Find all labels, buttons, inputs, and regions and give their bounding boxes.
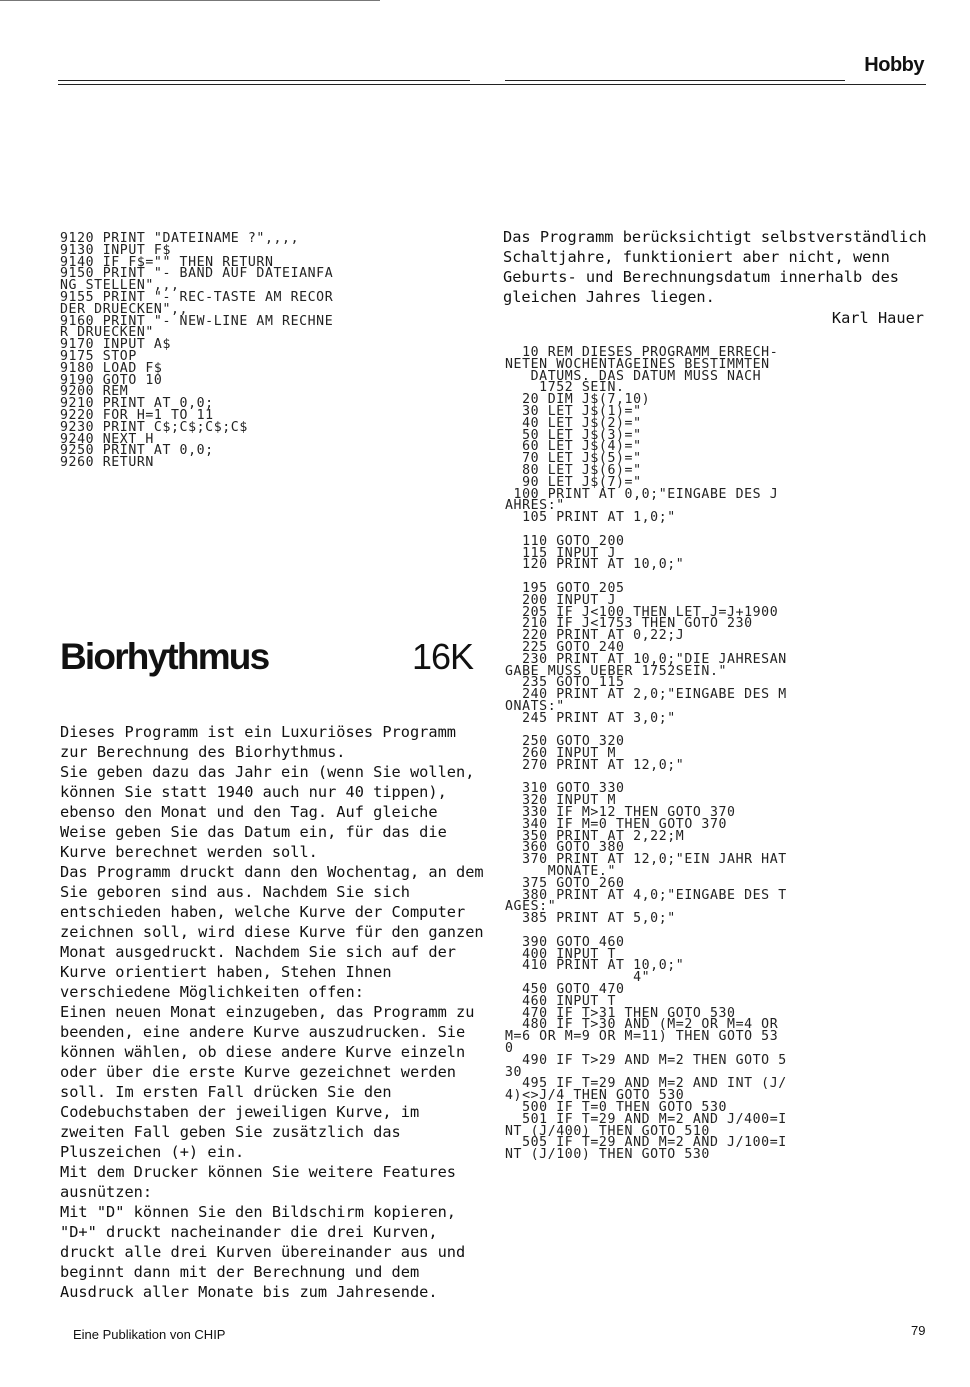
code-line: 205 IF J<100 THEN LET J=J+1900 xyxy=(505,604,779,620)
code-line: 460 INPUT T xyxy=(505,993,617,1009)
code-line: 60 LET J$(4)=" xyxy=(505,439,642,455)
intro-text: Das Programm berücksichtigt selbstverständlich Schaltjahre, funktioniert aber nicht, wenn Geburts- und Berechnungsdatum innerhalb des gleichen Jahres liegen. xyxy=(503,228,927,306)
section-label: Hobby xyxy=(864,54,924,76)
memory-requirement: 16K xyxy=(412,636,474,677)
code-line: 9220 FOR H=1 TO 11 xyxy=(60,407,214,423)
code-line: R DRUECKEN" xyxy=(60,325,154,341)
code-line: 330 IF M>12 THEN GOTO 370 xyxy=(505,805,736,821)
basic-listing-right xyxy=(505,347,787,1161)
code-line: 385 PRINT AT 5,0;" xyxy=(505,911,676,927)
code-line: 195 GOTO 205 xyxy=(505,580,625,596)
code-line: 480 IF T>30 AND (M=2 OR M=4 OR xyxy=(505,1017,779,1033)
basic-listing-left xyxy=(60,233,333,469)
article-paragraph: Das Programm druckt dann den Wochentag, an dem Sie geboren sind aus. Nachdem Sie sich entschieden haben, welche Kurve der Computer zeichnen soll, wird diese Kurve für den ganzen Monat ausgedruckt. Nachdem Sie sich auf der Kurve orientiert haben, Stehen Ihnen verschiedene Möglichkeiten offen: xyxy=(60,863,484,1001)
code-line: 450 GOTO 470 xyxy=(505,982,625,998)
article-paragraph: Mit dem Drucker können Sie weitere Features ausnützen: xyxy=(60,1163,457,1201)
code-line: 9260 RETURN xyxy=(60,455,154,471)
code-line: NT (J/100) THEN GOTO 530 xyxy=(505,1147,710,1163)
code-line: 40 LET J$(2)=" xyxy=(505,415,642,431)
page-number: 79 xyxy=(911,1323,926,1338)
code-line: 50 LET J$(3)=" xyxy=(505,427,642,443)
code-line: 370 PRINT AT 12,0;"EIN JAHR HAT xyxy=(505,852,787,868)
code-line: 9240 NEXT H xyxy=(60,431,154,447)
code-line: DATUMS. DAS DATUM MUSS NACH xyxy=(505,368,762,384)
code-line: 9120 PRINT "DATEINAME ?",,,, xyxy=(60,231,300,246)
code-line: 9180 LOAD F$ xyxy=(60,360,163,376)
code-line: NETEN WOCHENTAGEINES BESTIMMTEN xyxy=(505,356,770,372)
code-line: 70 LET J$(5)=" xyxy=(505,451,642,467)
code-line: 220 PRINT AT 0,22;J xyxy=(505,628,685,644)
header-rule xyxy=(58,80,470,81)
code-line: 9200 REM xyxy=(60,384,129,400)
code-line: 10 REM DIESES PROGRAMM ERRECH- xyxy=(505,345,779,360)
code-line: 260 INPUT M xyxy=(505,746,617,762)
code-line: 230 PRINT AT 10,0;"DIE JAHRESAN xyxy=(505,651,787,667)
code-line: M=6 OR M=9 OR M=11) THEN GOTO 53 xyxy=(505,1029,779,1045)
top-edge-rule xyxy=(0,0,380,1)
code-line: 100 PRINT AT 0,0;"EINGABE DES J xyxy=(505,486,779,502)
intro-paragraph xyxy=(503,227,928,307)
code-line: ONATS:" xyxy=(505,698,565,714)
code-line: 490 IF T>29 AND M=2 THEN GOTO 5 xyxy=(505,1052,787,1068)
code-line: 9210 PRINT AT 0,0; xyxy=(60,396,214,412)
code-line: 30 LET J$(1)=" xyxy=(505,403,642,419)
code-line: 80 LET J$(6)=" xyxy=(505,462,642,478)
code-line: 0 xyxy=(505,1041,514,1057)
code-line: 105 PRINT AT 1,0;" xyxy=(505,510,676,526)
code-line: 9140 IF F$="" THEN RETURN xyxy=(60,254,274,270)
code-line: 340 IF M=0 THEN GOTO 370 xyxy=(505,816,728,832)
code-line: 505 IF T=29 AND M=2 AND J/100=I xyxy=(505,1135,787,1151)
code-line: 9150 PRINT "- BAND AUF DATEIANFA xyxy=(60,266,334,282)
code-line: 310 GOTO 330 xyxy=(505,781,625,797)
code-line: 360 GOTO 380 xyxy=(505,840,625,856)
article-body xyxy=(60,722,490,1302)
code-line: 470 IF T>31 THEN GOTO 530 xyxy=(505,1005,736,1021)
code-line: 120 PRINT AT 10,0;" xyxy=(505,557,685,573)
code-line: 9160 PRINT "- NEW-LINE AM RECHNE xyxy=(60,313,334,329)
code-line: 200 INPUT J xyxy=(505,592,617,608)
code-line: 500 IF T=0 THEN GOTO 530 xyxy=(505,1100,728,1115)
code-line: 350 PRINT AT 2,22;M xyxy=(505,828,685,844)
code-line: 30 xyxy=(505,1064,523,1080)
code-line: 20 DIM J$(7,10) xyxy=(505,392,651,408)
code-line: 4" xyxy=(505,970,651,986)
code-line: 400 INPUT T xyxy=(505,946,617,962)
code-line: 225 GOTO 240 xyxy=(505,639,625,655)
code-line: 235 GOTO 115 xyxy=(505,675,625,691)
code-line: 115 INPUT J xyxy=(505,545,617,561)
code-line: 240 PRINT AT 2,0;"EINGABE DES M xyxy=(505,687,787,703)
code-line: 110 GOTO 200 xyxy=(505,533,625,549)
article-paragraph: Einen neuen Monat einzugeben, das Programm zu beenden, eine andere Kurve auszudrucken. Sie können wählen, ob diese andere Kurve einzeln oder über die erste Kurve gezeichnet werden soll. Im ersten Fall drücken Sie den Codebuchstaben der jeweiligen Kurve, im zweiten Fall geben Sie zusätzlich das Pluszeichen (+) ein. xyxy=(60,1003,475,1161)
code-line: 410 PRINT AT 10,0;" xyxy=(505,958,685,974)
code-line: 210 IF J<1753 THEN GOTO 230 xyxy=(505,616,753,632)
code-line: 270 PRINT AT 12,0;" xyxy=(505,757,685,773)
code-line: AGES:" xyxy=(505,899,557,915)
code-line: 9230 PRINT C$;C$;C$;C$ xyxy=(60,419,248,435)
code-line: NG STELLEN",,, xyxy=(60,278,180,294)
code-line: 9170 INPUT A$ xyxy=(60,337,172,353)
code-line: 245 PRINT AT 3,0;" xyxy=(505,710,676,726)
code-line: AHRES:" xyxy=(505,498,565,514)
author-name: Karl Hauer xyxy=(831,309,924,327)
code-line: NT (J/400) THEN GOTO 510 xyxy=(505,1123,710,1139)
code-line: 9190 GOTO 10 xyxy=(60,372,163,388)
code-line: 320 INPUT M xyxy=(505,793,617,809)
article-paragraph: Mit "D" können Sie den Bildschirm kopieren, "D+" druckt nacheinander die drei Kurven, druckt alle drei Kurven übereinander aus und beginnt dann mit der Berechnung und dem Ausdruck aller Monate bis zum Jahresende. xyxy=(60,1203,466,1301)
code-line: 9130 INPUT F$ xyxy=(60,242,172,258)
code-line: 390 GOTO 460 xyxy=(505,934,625,950)
code-line: 4)<>J/4 THEN GOTO 530 xyxy=(505,1088,685,1104)
code-line: 90 LET J$(7)=" xyxy=(505,474,642,490)
code-line: 501 IF T=29 AND M=2 AND J/400=I xyxy=(505,1111,787,1127)
article-paragraph: Sie geben dazu das Jahr ein (wenn Sie wollen, können Sie statt 1940 auch nur 40 tippen), ebenso den Monat und den Tag. Auf gleiche Weise geben Sie das Datum ein, für das die Kurve berechnet werden soll. xyxy=(60,763,475,861)
code-line: 495 IF T=29 AND M=2 AND INT (J/ xyxy=(505,1076,787,1092)
header-rule xyxy=(505,80,845,81)
code-line: 9175 STOP xyxy=(60,348,137,364)
code-line: GABE MUSS UEBER 1752SEIN." xyxy=(505,663,728,679)
article-paragraph: Dieses Programm ist ein Luxuriöses Programm zur Berechnung des Biorhythmus. xyxy=(60,723,457,761)
header-rule xyxy=(58,84,926,85)
code-line: 9250 PRINT AT 0,0; xyxy=(60,443,214,459)
footer-publisher: Eine Publikation von CHIP xyxy=(73,1327,226,1342)
code-line: 250 GOTO 320 xyxy=(505,734,625,750)
code-line: DER DRUECKEN",, xyxy=(60,301,189,317)
code-line: 380 PRINT AT 4,0;"EINGABE DES T xyxy=(505,887,787,903)
code-line: 9155 PRINT "- REC-TASTE AM RECOR xyxy=(60,289,334,305)
code-line: 375 GOTO 260 xyxy=(505,875,625,891)
article-title: Biorhythmus xyxy=(60,636,269,677)
code-line: MONATE." xyxy=(505,864,617,880)
code-line: 1752 SEIN. xyxy=(505,380,625,396)
